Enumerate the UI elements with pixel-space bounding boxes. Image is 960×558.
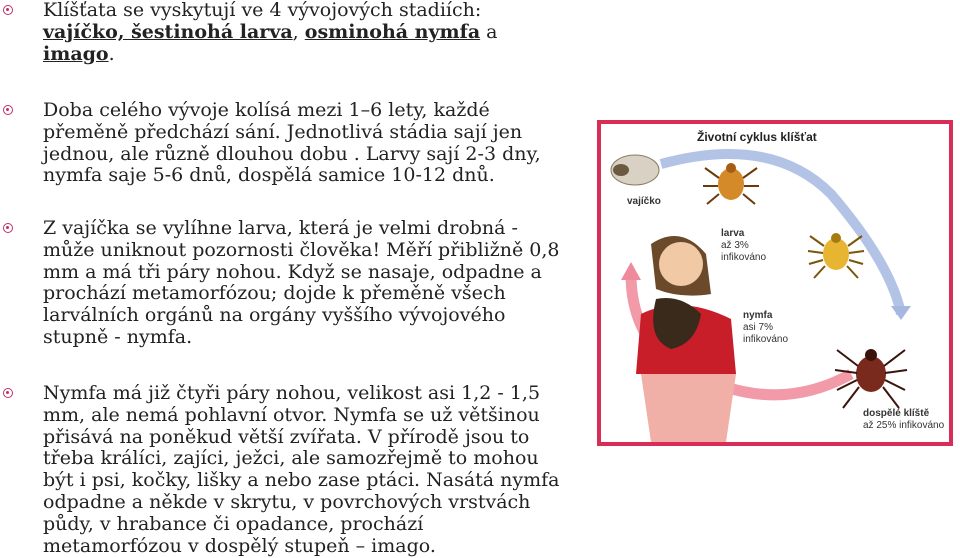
bullet-marker-icon bbox=[3, 388, 13, 398]
return-arrow-icon bbox=[621, 262, 641, 280]
stage-link-nymph[interactable]: osminohá nymfa bbox=[304, 20, 481, 43]
bullet-line: Doba celého vývoje kolísá mezi 1–6 lety, každé bbox=[43, 99, 490, 121]
bullet-line: půdy, v hrabance či opadance, prochází bbox=[43, 512, 424, 535]
nymph-rate: asi 7% bbox=[743, 322, 774, 333]
bullet-line: mm a má tři páry nohou. Když se nasaje, odpadne a bbox=[43, 260, 542, 283]
egg-icon bbox=[611, 155, 659, 185]
stage-line bbox=[43, 44, 583, 66]
larva-status: infikováno bbox=[721, 252, 767, 263]
bullet-line: prochází metamorfózou; dojde k přeměně všech bbox=[43, 282, 506, 305]
stage-end: . bbox=[108, 42, 115, 65]
bullet-line: stupně - nymfa. bbox=[43, 325, 193, 348]
bullet-line: být i psi, kočky, lišky a nebo zase ptáci. Nasátá nymfa bbox=[43, 469, 560, 492]
larva-rate: až 3% bbox=[721, 240, 749, 251]
nymph-status: infikováno bbox=[743, 334, 789, 345]
bullet-line: mm, ale nemá pohlavní otvor. Nymfa se už většinou bbox=[43, 403, 540, 426]
bullet-line: Z vajíčka se vylíhne larva, která je velmi drobná - bbox=[43, 217, 518, 239]
bullet-marker-icon bbox=[3, 223, 13, 233]
bullet-line: třeba králíci, zajíci, ježci, ale samozřejmě to mohou bbox=[43, 447, 539, 470]
egg-label: vajíčko bbox=[627, 196, 661, 207]
stage-link-egg-larva[interactable]: vajíčko, šestinohá larva bbox=[43, 20, 293, 43]
bullet-line: metamorfózou v dospělý stupeň – imago. bbox=[43, 534, 436, 557]
bullet-line: jednou, ale různě dlouhou dobu . Larvy sají 2-3 dny, bbox=[43, 142, 541, 165]
tick-lifecycle-figure bbox=[597, 120, 953, 446]
bullet-marker-icon bbox=[3, 105, 13, 115]
adult-label: dospělé klíště bbox=[863, 408, 930, 419]
nymph-label: nymfa bbox=[743, 310, 773, 321]
stage-line bbox=[43, 22, 583, 44]
bullet-line: Klíšťata se vyskytují ve 4 vývojových stadiích: bbox=[43, 0, 482, 21]
larva-tick-icon bbox=[703, 163, 759, 204]
bullet-line: larválních orgánů na orgány vyššího vývojového bbox=[43, 304, 506, 327]
lifecycle-illustration bbox=[601, 124, 949, 442]
bullet-line: může uniknout pozornosti člověka! Měří přibližně 0,8 bbox=[43, 238, 560, 261]
figure-title: Životní cyklus klíšťat bbox=[697, 130, 817, 144]
bullet-line: odpadne a někde v skrytu, v povrchových vrstvách bbox=[43, 490, 531, 513]
stage-separator: a bbox=[480, 20, 498, 43]
girl-with-dog-illustration bbox=[636, 236, 736, 442]
nymph-tick-icon bbox=[808, 233, 864, 278]
stage-separator: , bbox=[292, 20, 305, 43]
stage-link-imago[interactable]: imago bbox=[43, 42, 109, 65]
bullet-line: přeměně předchází sání. Jednotlivá stádia sají jen bbox=[43, 120, 523, 143]
adult-rate: až 25% infikováno bbox=[863, 420, 945, 431]
bullet-line: přisává na poněkud větší zvířata. V přírodě jsou to bbox=[43, 425, 530, 448]
bullet-line: Nymfa má již čtyři páry nohou, velikost asi 1,2 - 1,5 bbox=[43, 382, 541, 404]
cycle-arrow-icon bbox=[891, 306, 911, 320]
larva-label: larva bbox=[721, 228, 745, 239]
bullet-line: nymfa saje 5-6 dnů, dospělá samice 10-12 dnů. bbox=[43, 164, 495, 187]
bullet-marker-icon bbox=[3, 5, 13, 15]
